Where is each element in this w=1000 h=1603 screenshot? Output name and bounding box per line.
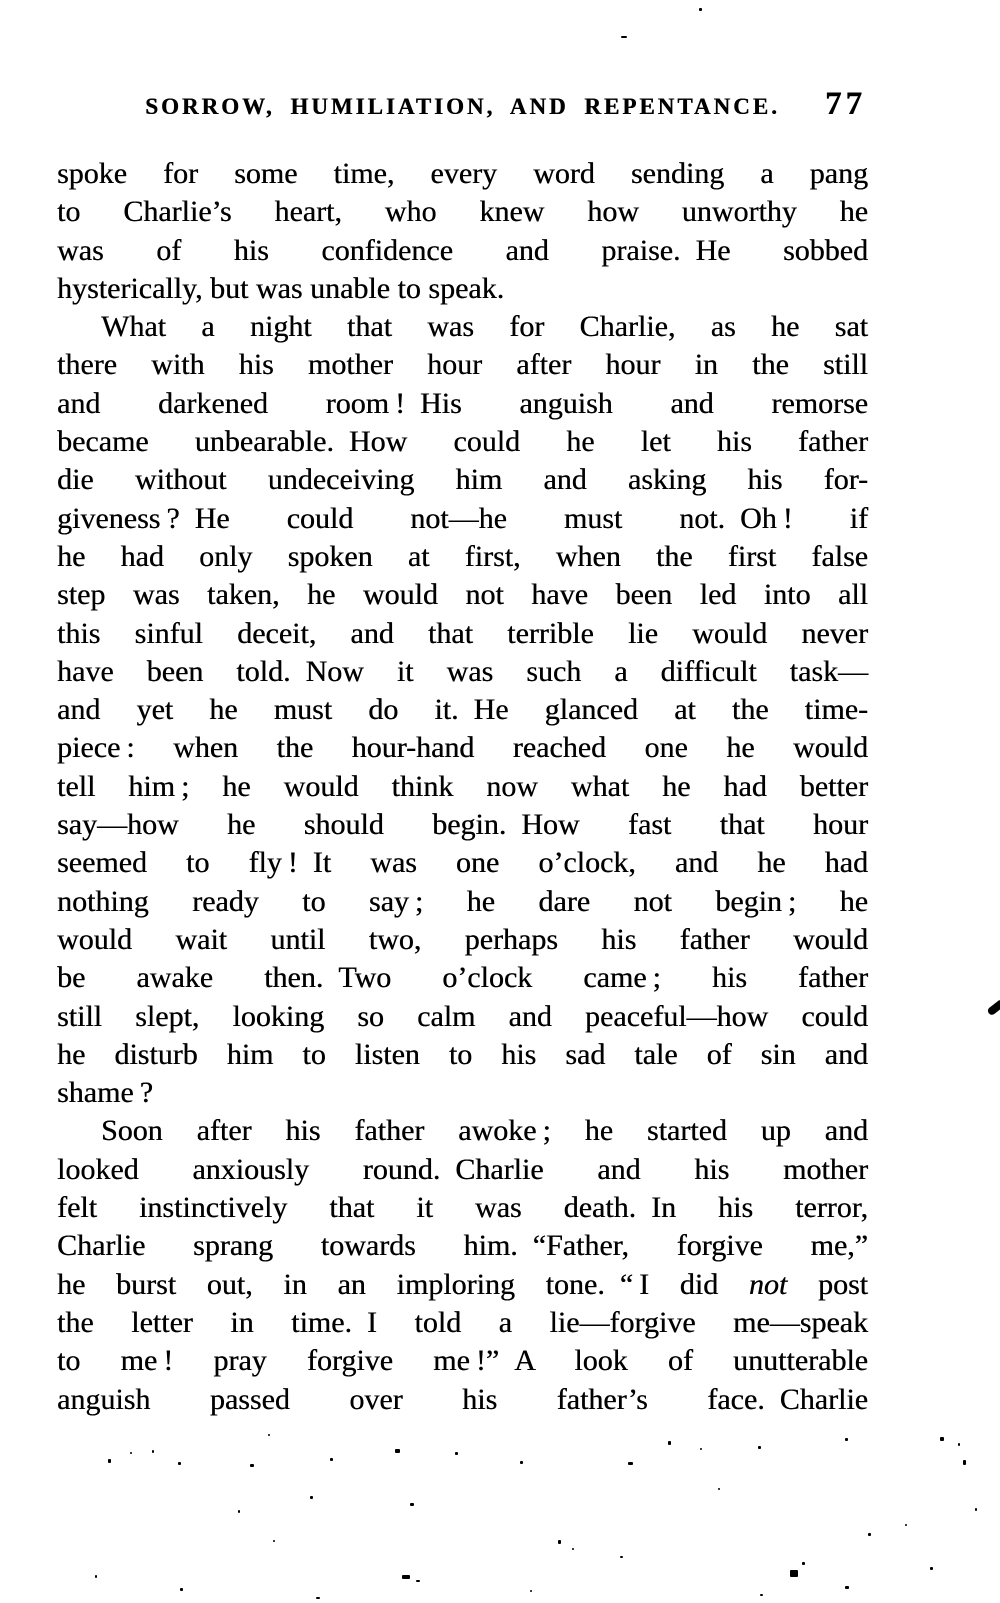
scan-speckle: [310, 1496, 313, 1499]
text-line: became unbearable. How could he let his father: [57, 425, 868, 459]
scan-speckle: [621, 36, 627, 38]
text-line: step was taken, he would not have been led into all: [57, 578, 868, 612]
scan-speckle: [790, 1570, 798, 1577]
scan-speckle: [572, 1548, 574, 1550]
text-line: hysterically, but was unable to speak.: [57, 271, 505, 305]
text-line: still slept, looking so calm and peaceful—how could: [57, 999, 868, 1033]
scan-speckle: [530, 1590, 532, 1592]
scan-speckle: [905, 1524, 907, 1526]
scan-speckle: [558, 1540, 561, 1544]
scan-speckle: [940, 1437, 944, 1441]
text-line: say—how he should begin. How fast that hour: [57, 808, 868, 842]
text-line: giveness ? He could not—he must not. Oh ! if: [57, 501, 868, 535]
text-line: Soon after his father awoke ; he started up and: [101, 1114, 868, 1148]
text-line: there with his mother hour after hour in the still: [57, 348, 868, 382]
text-line: he burst out, in an imploring tone. “ I did not post: [57, 1267, 868, 1301]
text-line: looked anxiously round. Charlie and his mother: [57, 1152, 868, 1186]
text-line: was of his confidence and praise. He sobbed: [57, 233, 868, 267]
scan-speckle: [152, 1450, 154, 1453]
body-text-block: [57, 155, 868, 1419]
text-line: What a night that was for Charlie, as he sat: [101, 310, 868, 344]
text-line: seemed to fly ! It was one o’clock, and he had: [57, 846, 868, 880]
text-line: anguish passed over his father’s face. Charlie: [57, 1382, 868, 1416]
text-line: nothing ready to say ; he dare not begin ; he: [57, 884, 868, 918]
scan-speckle: [668, 1441, 671, 1445]
running-header: [57, 86, 868, 126]
scan-speckle: [699, 8, 702, 11]
text-line: die without undeceiving him and asking his for-: [57, 463, 868, 497]
scan-speckle: [402, 1575, 410, 1579]
scan-speckle: [95, 1575, 97, 1578]
text-line: felt instinctively that it was death. In his terror,: [57, 1191, 868, 1225]
scan-speckle: [268, 1434, 270, 1436]
text-line: to me ! pray forgive me !” A look of unutterable: [57, 1344, 868, 1378]
text-line: he disturb him to listen to his sad tale of sin and: [57, 1037, 868, 1071]
text-line: he had only spoken at first, when the first false: [57, 539, 868, 573]
text-line: and yet he must do it. He glanced at the time-: [57, 693, 868, 727]
scan-speckle: [620, 1556, 623, 1558]
scan-speckle: [975, 1508, 977, 1511]
text-line: and darkened room ! His anguish and remorse: [57, 386, 868, 420]
text-line: the letter in time. I told a lie—forgive me—speak: [57, 1305, 868, 1339]
text-line: would wait until two, perhaps his father would: [57, 922, 868, 956]
paragraph: [57, 308, 868, 1112]
text-line: piece : when the hour-hand reached one he would: [57, 731, 868, 765]
scan-speckle: [758, 1446, 761, 1449]
text-line: tell him ; he would think now what he had better: [57, 769, 868, 803]
scan-speckle: [868, 1533, 871, 1536]
text-line: shame ?: [57, 1076, 153, 1110]
scan-speckle: [845, 1438, 848, 1441]
paragraph: [57, 1112, 868, 1418]
scan-speckle: [330, 1458, 333, 1461]
scan-speckle: [718, 1488, 720, 1490]
text-line: have been told. Now it was such a difficult task—: [57, 654, 868, 688]
scan-speckle: [700, 1448, 702, 1450]
scan-speckle: [416, 1580, 420, 1582]
scan-speckle: [845, 1586, 849, 1589]
page-number: 77: [825, 86, 866, 122]
scan-speckle: [930, 1567, 933, 1570]
scan-speckle: [273, 1540, 275, 1542]
scan-speckle: [130, 1452, 132, 1454]
text-line: spoke for some time, every word sending a pang: [57, 157, 868, 190]
scan-speckle: [520, 1461, 523, 1464]
scan-speckle: [802, 1562, 805, 1565]
text-line: be awake then. Two o’clock came ; his father: [57, 961, 868, 995]
text-line: to Charlie’s heart, who knew how unworthy he: [57, 195, 868, 229]
paragraph: [57, 155, 868, 308]
scan-speckle: [178, 1462, 181, 1465]
scan-speckle: [108, 1459, 111, 1463]
text-line: Charlie sprang towards him. “Father, forgive me,”: [57, 1229, 868, 1263]
scan-speckle: [963, 1460, 966, 1465]
scan-speckle: [958, 1443, 960, 1446]
scan-speckle: [628, 1462, 633, 1465]
scan-speckle: [250, 1464, 254, 1467]
scan-speckle: [395, 1449, 400, 1453]
scan-speckle: [760, 1594, 763, 1596]
ink-smudge-mark: [986, 1000, 1000, 1017]
text-line: this sinful deceit, and that terrible lie would never: [57, 616, 868, 650]
chapter-title: SORROW, HUMILIATION, AND REPENTANCE.: [145, 94, 780, 119]
scan-speckle: [180, 1588, 183, 1591]
scan-speckle: [238, 1510, 240, 1513]
scan-speckle: [316, 1597, 320, 1599]
scan-speckle: [410, 1503, 414, 1506]
scan-speckle: [455, 1452, 458, 1455]
